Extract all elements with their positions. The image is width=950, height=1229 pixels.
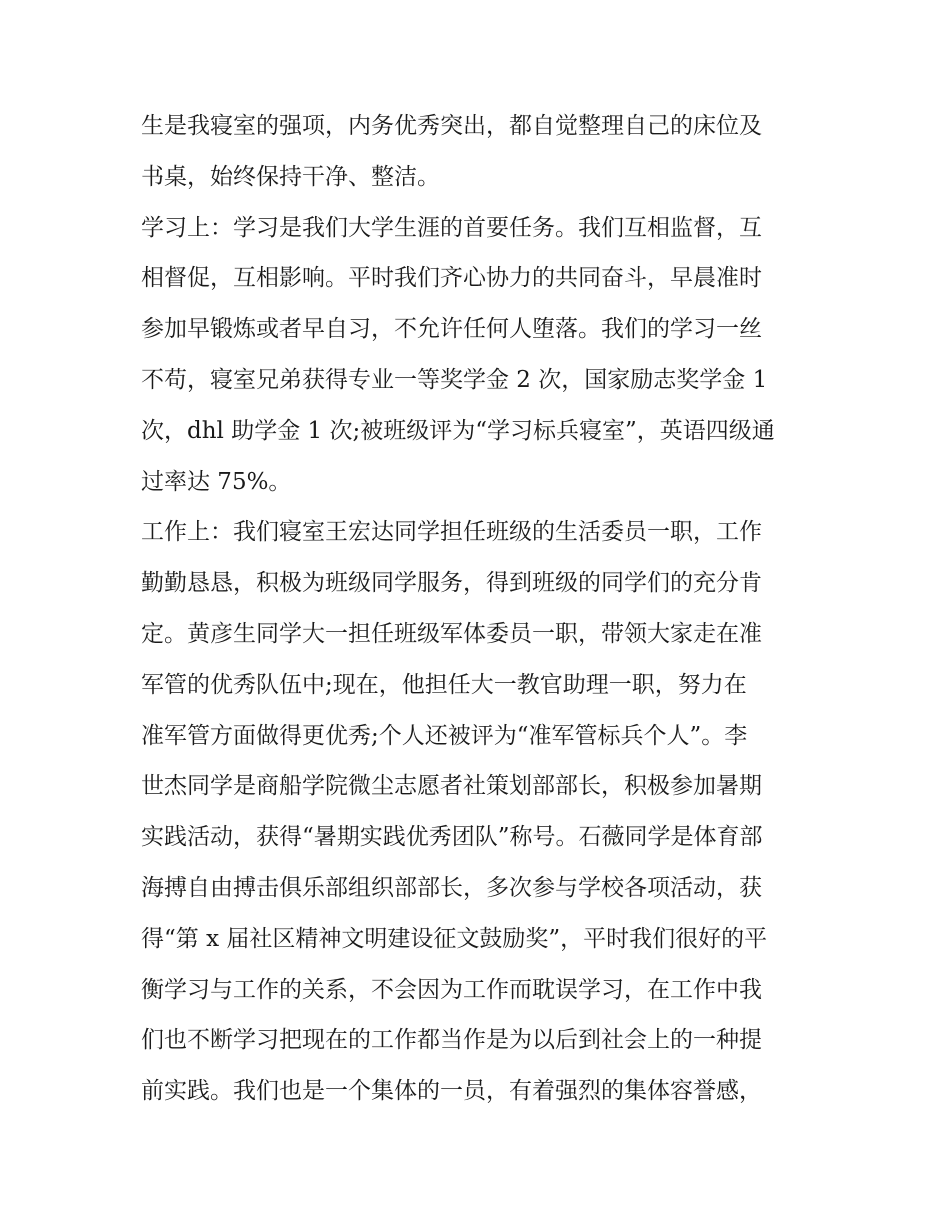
- body-text: [141, 101, 821, 1117]
- text-line: 前实践。我们也是一个集体的一员，有着强烈的集体容誉感，: [141, 1078, 762, 1105]
- text-line: 生是我寝室的强项，内务优秀突出，都自觉整理自己的床位及: [141, 113, 762, 139]
- text-line: 准军管方面做得更优秀;个人还被评为“准军管标兵个人”。李: [141, 722, 748, 749]
- text-line: 军管的优秀队伍中;现在，他担任大一教官助理一职，努力在: [141, 671, 747, 698]
- text-line: 工作上：我们寝室王宏达同学担任班级的生活委员一职，工作: [141, 519, 762, 546]
- text-line: 参加早锻炼或者早自习，不允许任何人堕落。我们的学习一丝: [141, 316, 762, 343]
- text-line: 勤勤恳恳，积极为班级同学服务，得到班级的同学们的充分肯: [141, 570, 762, 597]
- text-line: 书桌，始终保持干净、整洁。: [141, 163, 440, 190]
- text-line: 实践活动，获得“暑期实践优秀团队”称号。石薇同学是体育部: [141, 824, 763, 851]
- text-line: 们也不断学习把现在的工作都当作是为以后到社会上的一种提: [141, 1027, 762, 1054]
- text-line: 衡学习与工作的关系，不会因为工作而耽误学习，在工作中我: [141, 976, 762, 1003]
- text-line: 学习上：学习是我们大学生涯的首要任务。我们互相监督，互: [141, 214, 762, 241]
- text-line: 相督促，互相影响。平时我们齐心协力的共同奋斗，早晨准时: [141, 265, 762, 292]
- text-line: 过率达 75%。: [141, 468, 292, 495]
- text-line: 次，dhl 助学金 1 次;被班级评为“学习标兵寝室”，英语四级通: [141, 417, 775, 444]
- text-line: 不苟，寝室兄弟获得专业一等奖学金 2 次，国家励志奖学金 1: [141, 366, 768, 393]
- text-line: 海搏自由搏击俱乐部组织部部长，多次参与学校各项活动，获: [141, 874, 762, 901]
- text-line: 世杰同学是商船学院微尘志愿者社策划部部长，积极参加暑期: [141, 773, 762, 800]
- text-line: 得“第 x 届社区精神文明建设征文鼓励奖”，平时我们很好的平: [141, 925, 768, 952]
- text-line: 定。黄彦生同学大一担任班级军体委员一职，带领大家走在准: [141, 620, 762, 647]
